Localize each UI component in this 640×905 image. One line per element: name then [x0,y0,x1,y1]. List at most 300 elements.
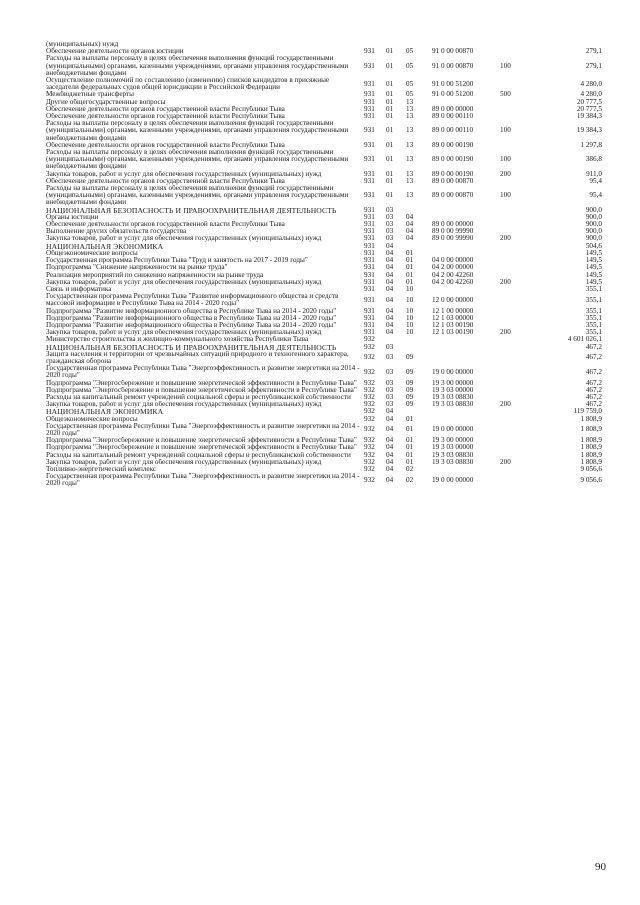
row-grbs: 931 [364,48,375,56]
table-row [46,99,602,106]
row-amount: 467,2 [585,367,602,376]
row-name: Топливно-энергетический комплекс [46,465,157,473]
row-expense-type [500,99,536,106]
row-amount: 149,5 [585,271,602,279]
row-expense-type: 200 [500,235,511,243]
row-grbs: 932 [364,415,375,423]
row-grbs: 931 [364,213,375,221]
row-expense-type: 200 [500,458,511,466]
row-amount: 900,0 [585,235,602,243]
row-section: 01 [386,48,394,56]
row-amount: 1 297,8 [580,141,602,149]
row-amount: 9 056,6 [580,465,602,473]
row-grbs: 932 [364,437,375,445]
row-name: Реализация мероприятий по снижению напряженности на рынке труда [46,271,264,279]
row-name: Подпрограмма "Развитие информационного общества в Республике Тыва на 2014 - 2020 годы" [46,321,337,329]
row-subsection: 04 [406,235,414,243]
row-subsection: 01 [406,458,414,466]
row-name: Закупка товаров, работ и услуг для обеспечения государственных (муниципальных) нужд [46,329,322,337]
row-target-code: 89 0 00 99990 [432,235,474,243]
row-target-code: 91 0 00 51200 [432,91,474,99]
row-expense-type [500,41,536,48]
row-amount: 149,5 [585,249,602,257]
row-expense-type [500,221,536,228]
row-target-code: 19 3 00 00000 [432,379,474,387]
row-target-code: 19 3 00 00000 [432,437,474,445]
row-subsection: 09 [406,353,414,362]
row-subsection: 05 [406,79,414,88]
row-amount: 4 280,0 [580,79,602,88]
row-grbs: 931 [364,221,375,229]
row-expense-type [500,387,536,394]
row-amount: 20 777,5 [576,105,602,113]
row-target-code: 19 0 00 00000 [432,367,474,376]
row-grbs: 931 [364,314,375,322]
row-subsection: 01 [406,249,414,257]
table-row [46,437,602,444]
row-amount: 119 759,0 [573,408,602,416]
row-grbs: 931 [364,321,375,329]
row-name: Подпрограмма "Энергосбережение и повышение энергетической эффективности в Республике Тыва" [46,437,357,445]
row-target-code: 19 3 03 00000 [432,386,474,394]
row-section: 04 [386,242,394,250]
row-amount: 279,1 [585,61,602,70]
row-target-code [432,243,500,250]
row-grbs: 932 [364,379,375,387]
row-section: 03 [386,367,394,376]
row-grbs: 932 [364,458,375,466]
row-target-code: 89 0 00 00110 [432,126,474,135]
row-amount: 95,4 [589,177,602,185]
row-subsection: 01 [406,415,414,423]
row-section: 03 [386,393,394,401]
row-grbs: 931 [364,191,375,200]
row-target-code: 04 2 00 42260 [432,271,474,279]
row-target-code: 12 1 03 00000 [432,314,474,322]
row-target-code [432,351,500,365]
row-expense-type [500,408,536,415]
table-row [46,178,602,185]
row-expense-type [500,466,536,473]
row-subsection [406,243,432,250]
row-expense-type [500,272,536,279]
row-expense-type [500,243,536,250]
row-amount: 19 384,3 [576,126,602,135]
table-row [46,113,602,120]
row-grbs: 932 [364,386,375,394]
row-section: 01 [386,126,394,135]
row-section: 04 [386,307,394,315]
row-amount: 467,2 [585,353,602,362]
table-row [46,207,602,214]
row-name: Общеэкономические вопросы [46,249,138,257]
row-section: 04 [386,285,394,293]
row-amount: 1 808,9 [580,415,602,423]
row-target-code [432,250,500,257]
row-target-code [432,41,500,48]
row-section: 04 [386,295,394,304]
row-section: 04 [386,321,394,329]
row-amount: 1 808,9 [580,425,602,434]
row-subsection: 10 [406,307,414,315]
row-name: Обеспечение деятельности органов государственной власти Республики Тыва [46,141,285,149]
row-expense-type [500,351,536,365]
table-row [46,171,602,178]
table-row [46,55,602,77]
row-name: Министерство строительства и жилищно-коммунального хозяйства Республики Тыва [46,336,309,344]
row-amount: 900,0 [585,213,602,221]
row-grbs: 932 [364,343,375,351]
row-target-code: 04 0 00 00000 [432,257,474,265]
row-subsection: 01 [406,271,414,279]
row-name: Подпрограмма "Энергосбережение и повышение энергетической эффективности в Республике Тыва" [46,386,357,394]
row-subsection: 01 [406,257,414,265]
row-target-code: 19 0 00 00000 [432,475,474,484]
row-name: Подпрограмма "Энергосбережение и повышение энергетической эффективности в Республике Тыва" [46,444,357,452]
row-grbs: 932 [364,444,375,452]
table-row [46,221,602,228]
row-target-code [432,207,500,214]
table-row [46,423,602,437]
row-expense-type [500,207,536,214]
row-section: 03 [386,221,394,229]
row-grbs: 931 [364,264,375,272]
row-amount: 467,2 [585,401,602,409]
row-amount: 279,1 [585,48,602,56]
row-expense-type [500,336,536,343]
row-grbs: 932 [364,475,375,484]
row-grbs: 931 [364,257,375,265]
row-section: 03 [386,213,394,221]
row-section: 01 [386,191,394,200]
row-name: Общеэкономические вопросы [46,415,138,423]
row-grbs: 931 [364,307,375,315]
table-row [46,91,602,98]
row-expense-type: 200 [500,401,511,409]
row-expense-type: 100 [500,191,511,200]
row-subsection: 13 [406,155,414,164]
row-expense-type [500,250,536,257]
row-target-code: 89 0 00 00870 [432,177,474,185]
row-expense-type [500,452,536,459]
row-target-code [432,466,500,473]
budget-table [46,41,602,488]
table-row [46,257,602,264]
row-name: Другие общегосударственные вопросы [46,98,166,106]
row-name: Обеспечение деятельности органов юстиции [46,48,184,56]
row-subsection: 05 [406,91,414,99]
row-name: Расходы на капитальный ремонт учреждений социальной сферы и республиканской собственности [46,451,351,459]
row-amount: 467,2 [585,386,602,394]
row-grbs: 932 [364,401,375,409]
table-row [46,308,602,315]
table-row [46,264,602,271]
row-name: Подпрограмма "Снижение напряженности на рынке труда" [46,264,228,272]
row-target-code: 12 1 00 00000 [432,307,474,315]
row-name: Государственная программа Республики Тыва "Энергоэффективность и развитие энергетики на 2014 - 2020 годы" [46,473,360,488]
row-target-code: 19 3 03 00000 [432,444,474,452]
row-grbs: 932 [364,451,375,459]
table-row [46,250,602,257]
row-name: Закупка товаров, работ и услуг для обеспечения государственных (муниципальных) нужд [46,401,322,409]
row-name: Расходы на выплаты персоналу в целях обеспечения выполнения функций государственными (муниципальными) органами, казенными учреждениями, органами управления государственными внебюджетными фондами [46,120,349,142]
table-row [46,228,602,235]
row-target-code: 04 2 00 42260 [432,278,474,286]
table-row [46,293,602,307]
row-expense-type: 200 [500,170,511,178]
row-target-code [432,344,500,351]
row-name: Обеспечение деятельности органов государственной власти Республики Тыва [46,113,285,121]
row-subsection: 09 [406,367,414,376]
row-subsection: 10 [406,295,414,304]
table-row [46,351,602,365]
row-section: 04 [386,425,394,434]
row-target-code: 89 0 00 00190 [432,141,474,149]
row-expense-type [500,380,536,387]
row-subsection: 13 [406,141,414,149]
row-grbs: 931 [364,285,375,293]
row-section: 04 [386,271,394,279]
row-grbs: 931 [364,329,375,337]
row-expense-type [500,264,536,271]
row-expense-type [500,423,536,437]
row-name: Расходы на капитальный ремонт учреждений социальной сферы и республиканской собственности [46,393,351,401]
row-target-code [432,99,500,106]
row-name: Закупка товаров, работ и услуг для обеспечения государственных (муниципальных) нужд [46,235,322,243]
row-section: 04 [386,257,394,265]
row-amount: 4 280,0 [580,91,602,99]
row-name: Обеспечение деятельности органов государственной власти Республики Тыва [46,221,285,229]
row-target-code: 89 0 00 00000 [432,221,474,229]
table-row [46,272,602,279]
row-section: 04 [386,475,394,484]
row-target-code: 12 1 03 00190 [432,329,474,337]
row-target-code [432,416,500,423]
row-subsection: 04 [406,228,414,236]
row-expense-type [500,178,536,185]
row-section: 01 [386,61,394,70]
row-expense-type [500,106,536,113]
row-expense-type [500,322,536,329]
row-grbs: 931 [364,271,375,279]
row-expense-type [500,228,536,235]
row-target-code: 91 0 00 51200 [432,79,474,88]
row-amount: 467,2 [585,379,602,387]
row-subsection: 05 [406,61,414,70]
row-amount: 355,1 [585,307,602,315]
row-subsection [406,344,432,351]
row-name: НАЦИОНАЛЬНАЯ БЕЗОПАСНОСТЬ И ПРАВООХРАНИТЕЛЬНАЯ ДЕЯТЕЛЬНОСТЬ [46,343,337,351]
row-grbs: 931 [364,105,375,113]
row-grbs: 931 [364,91,375,99]
row-target-code: 19 3 03 08830 [432,458,474,466]
row-name: Осуществление полномочий по составлению (изменению) списков кандидатов в присяжные заседатели федеральных судов общей юрисдикции в Российской Федерации [46,77,330,92]
table-row [46,336,602,343]
table-row [46,444,602,451]
row-name: Межбюджетные трансферты [46,91,134,99]
row-section: 04 [386,314,394,322]
row-section: 04 [386,329,394,337]
row-section: 04 [386,408,394,416]
row-expense-type [500,48,536,55]
row-amount: 504,6 [585,242,602,250]
table-row [46,459,602,466]
row-section [386,336,406,343]
row-name: Подпрограмма "Развитие информационного общества в Республике Тыва на 2014 - 2020 годы" [46,307,337,315]
table-row [46,106,602,113]
row-expense-type [500,142,536,149]
row-name: Государственная программа Республики Тыва "Энергоэффективность и развитие энергетики на 2014 - 2020 годы" [46,422,360,437]
row-subsection: 10 [406,314,414,322]
table-row [46,279,602,286]
row-target-code: 89 0 00 00110 [432,113,474,121]
row-target-code [432,336,500,343]
row-grbs: 931 [364,228,375,236]
row-target-code [432,408,500,415]
row-section: 01 [386,141,394,149]
row-name: Обеспечение деятельности органов государственной власти Республики Тыва [46,105,285,113]
row-grbs: 931 [364,206,375,214]
row-subsection: 09 [406,393,414,401]
row-subsection: 04 [406,221,414,229]
row-target-code: 19 3 03 08830 [432,401,474,409]
row-subsection: 04 [406,213,414,221]
row-expense-type [500,416,536,423]
row-expense-type [500,286,536,293]
table-row [46,235,602,242]
row-name: Расходы на выплаты персоналу в целях обеспечения выполнения функций государственными (муниципальными) органами, казенными учреждениями, органами управления государственными внебюджетными фондами [46,149,349,171]
row-section: 04 [386,415,394,423]
row-target-code: 19 3 03 08830 [432,393,474,401]
row-grbs: 931 [364,177,375,185]
table-row [46,185,602,207]
row-expense-type [500,214,536,221]
row-amount: 4 601 026,1 [567,336,602,344]
row-amount: 355,1 [585,285,602,293]
row-name: НАЦИОНАЛЬНАЯ ЭКОНОМИКА [46,408,164,416]
row-target-code: 89 0 00 99990 [432,228,474,236]
row-name: Закупка товаров, работ и услуг для обеспечения государственных (муниципальных) нужд [46,458,322,466]
row-name: Расходы на выплаты персоналу в целях обеспечения выполнения функций государственными (муниципальными) органами, казенными учреждениями, органами управления государственными внебюджетными фондами [46,55,349,77]
row-subsection [406,336,432,343]
row-subsection: 13 [406,98,414,106]
table-row [46,416,602,423]
row-amount: 19 384,3 [576,113,602,121]
row-subsection: 10 [406,329,414,337]
table-row [46,149,602,171]
table-row [46,41,602,48]
row-amount: 149,5 [585,257,602,265]
row-subsection: 13 [406,191,414,200]
row-name: Государственная программа Республики Тыва "Развитие информационного общества и средств массовой информации в Республике Тыва на 2014 - 2020 годы" [46,293,339,308]
row-amount: 386,8 [585,155,602,164]
row-target-code [432,214,500,221]
row-target-code: 04 2 00 00000 [432,264,474,272]
row-expense-type [500,257,536,264]
row-section: 03 [386,206,394,214]
row-amount: 467,2 [585,393,602,401]
row-subsection: 09 [406,401,414,409]
row-amount [536,41,602,48]
row-expense-type [500,473,536,487]
row-amount: 911,0 [586,170,602,178]
row-name: Подпрограмма "Развитие информационного общества в Республике Тыва на 2014 - 2020 годы" [46,314,337,322]
table-row [46,48,602,55]
row-section: 01 [386,155,394,164]
page-number: 90 [595,861,606,873]
row-grbs: 931 [364,155,375,164]
row-expense-type: 100 [500,126,511,135]
row-amount: 900,0 [585,206,602,214]
row-expense-type [500,293,536,307]
row-grbs: 932 [364,425,375,434]
row-target-code: 19 3 03 08830 [432,451,474,459]
row-name: Подпрограмма "Энергосбережение и повышение энергетической эффективности в Республике Тыва" [46,379,357,387]
row-target-code: 89 0 00 00190 [432,155,474,164]
row-amount: 1 808,9 [580,451,602,459]
table-row [46,473,602,487]
row-expense-type [500,394,536,401]
row-subsection: 10 [406,321,414,329]
table-row [46,365,602,379]
row-subsection: 10 [406,285,414,293]
row-grbs: 931 [364,61,375,70]
row-subsection [406,408,432,415]
table-row [46,214,602,221]
row-amount: 355,1 [585,329,602,337]
row-expense-type: 100 [500,61,511,70]
row-name: (муниципальных) нужд [46,41,119,48]
budget-table-body [46,41,602,488]
row-amount: 95,4 [589,191,602,200]
row-subsection: 13 [406,105,414,113]
row-amount: 355,1 [585,314,602,322]
row-section: 01 [386,177,394,185]
row-section: 01 [386,98,394,106]
row-subsection: 01 [406,264,414,272]
row-section: 03 [386,379,394,387]
row-expense-type: 200 [500,278,511,286]
table-row [46,408,602,415]
row-subsection: 01 [406,451,414,459]
table-row [46,286,602,293]
row-subsection [406,41,432,48]
row-expense-type [500,344,536,351]
row-subsection: 13 [406,126,414,135]
row-name: Государственная программа Республики Тыва "Труд и занятость на 2017 - 2019 годы" [46,257,308,265]
table-row [46,142,602,149]
row-name: Обеспечение деятельности органов государственной власти Республики Тыва [46,177,285,185]
row-name: Расходы на выплаты персоналу в целях обеспечения выполнения функций государственными (муниципальными) органами, казенными учреждениями, органами управления государственными внебюджетными фондами [46,185,349,207]
row-section: 01 [386,170,394,178]
row-subsection: 05 [406,48,414,56]
row-amount: 9 056,6 [580,475,602,484]
row-name: Закупка товаров, работ и услуг для обеспечения государственных (муниципальных) нужд [46,278,322,286]
table-row [46,344,602,351]
row-section: 04 [386,249,394,257]
row-amount: 355,1 [585,295,602,304]
row-section: 03 [386,386,394,394]
row-target-code: 12 1 03 00190 [432,321,474,329]
table-row [46,401,602,408]
row-expense-type [500,77,536,91]
row-name: Защита населения и территории от чрезвычайных ситуаций природного и техногенного характера, гражданская оборона [46,350,349,365]
row-section: 04 [386,458,394,466]
row-name: НАЦИОНАЛЬНАЯ БЕЗОПАСНОСТЬ И ПРАВООХРАНИТЕЛЬНАЯ ДЕЯТЕЛЬНОСТЬ [46,206,337,214]
row-target-code: 12 0 00 00000 [432,295,474,304]
row-target-code: 89 0 00 00190 [432,170,474,178]
row-grbs: 932 [364,465,375,473]
